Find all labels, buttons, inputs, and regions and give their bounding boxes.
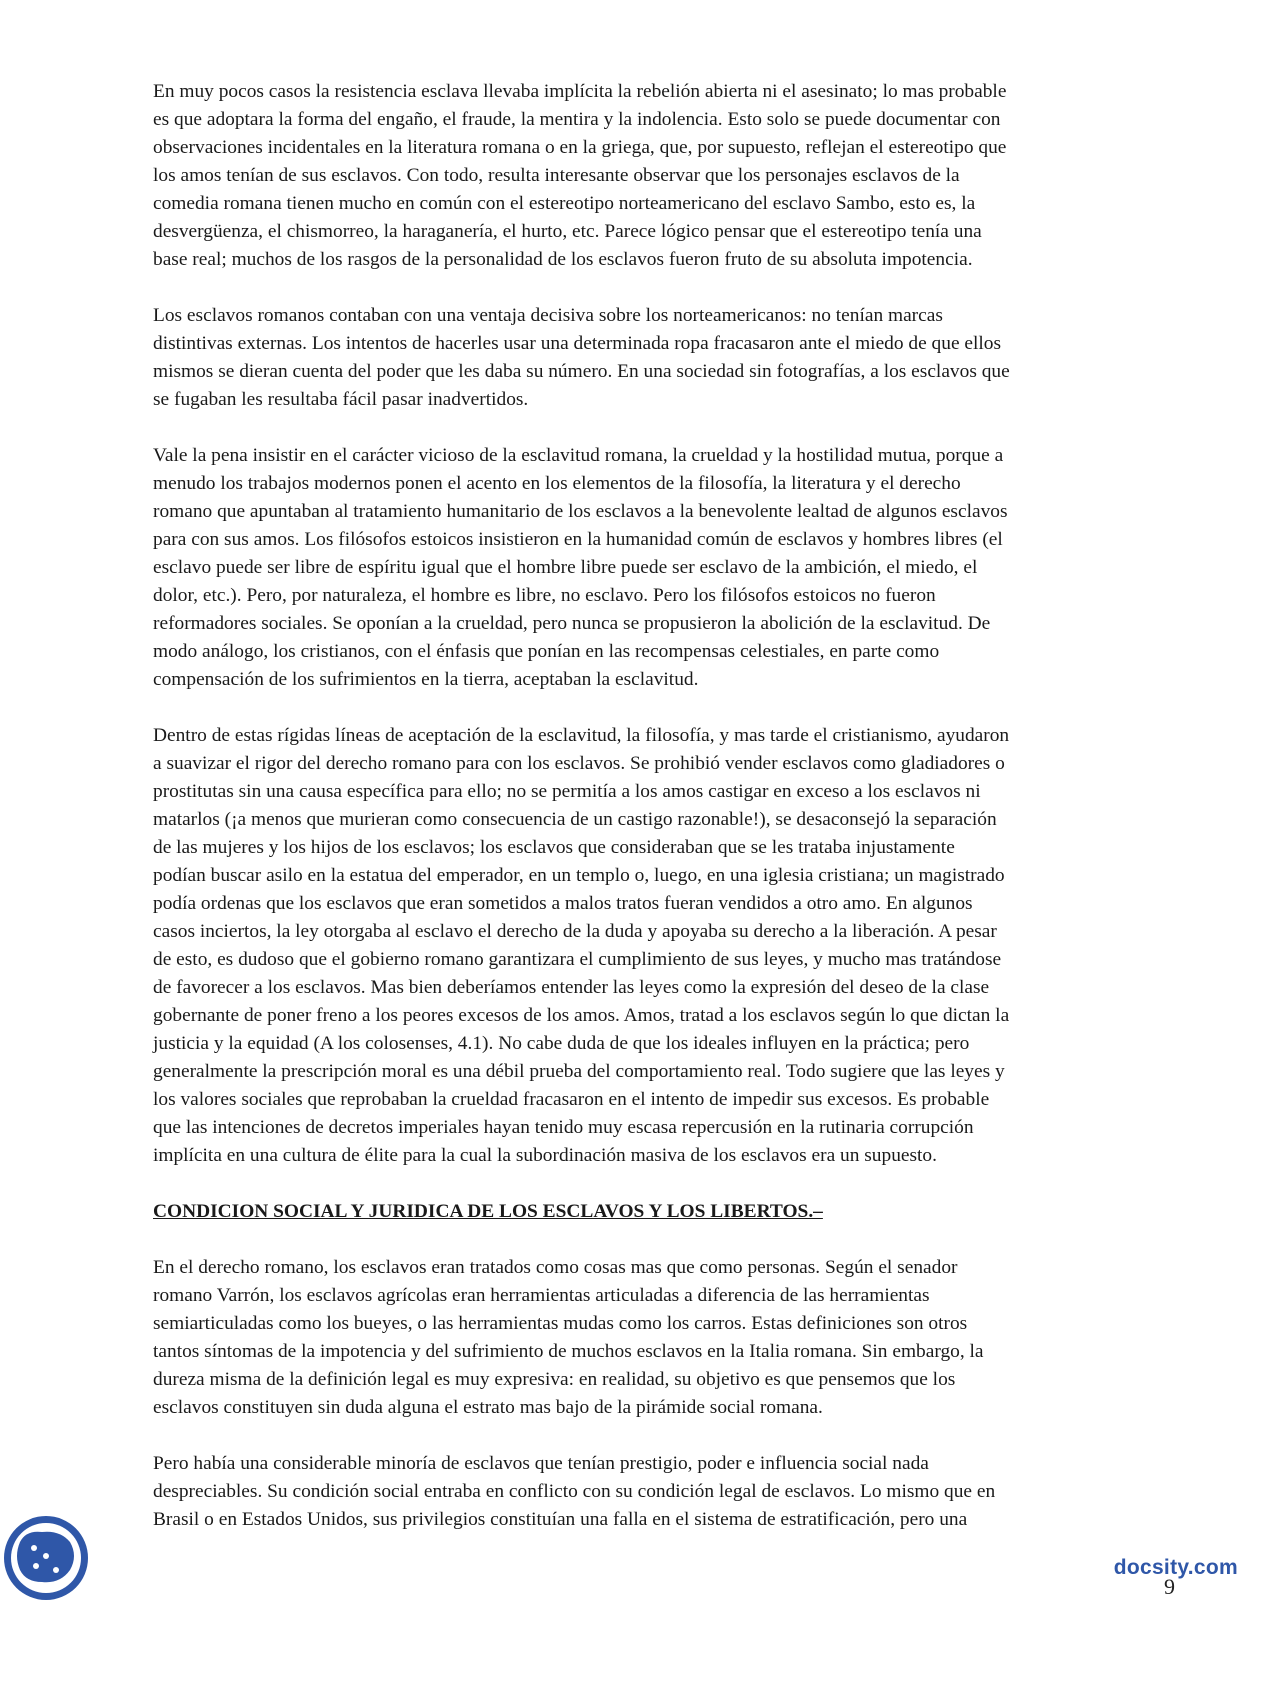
paragraph-1: En muy pocos casos la resistencia esclava llevaba implícita la rebelión abierta ni el asesinato; lo mas probable es que adoptara la forma del engaño, el fraude, la mentira y la indolencia. Esto solo se puede documentar con observaciones incidentales en la literatura romana o en la griega, que, por supuesto, reflejan el estereotipo que los amos tenían de sus esclavos. Con todo, resulta interesante observar que los personajes esclavos de la comedia romana tienen mucho en común con el estereotipo norteamericano del esclavo Sambo, esto es, la desvergüenza, el chismorreo, la haraganería, el hurto, etc. Parece lógico pensar que el estereotipo tenía una base real; muchos de los rasgos de la personalidad de los esclavos fueron fruto de su absoluta impotencia.	[153, 81, 1007, 270]
page-number: 9	[1164, 1574, 1175, 1599]
paragraph-2: Los esclavos romanos contaban con una ventaja decisiva sobre los norteamericanos: no tenían marcas distintivas externas. Los intentos de hacerles usar una determinada ropa fracasaron ante el miedo de que ellos mismos se dieran cuenta del poder que les daba su número. En una sociedad sin fotografías, a los esclavos que se fugaban les resultaba fácil pasar inadvertidos.	[153, 305, 1010, 410]
paragraph-4: Dentro de estas rígidas líneas de aceptación de la esclavitud, la filosofía, y mas tarde el cristianismo, ayudaron a suavizar el rigor del derecho romano para con los esclavos. Se prohibió vender esclavos como gladiadores o prostitutas sin una causa específica para ello; no se permitía a los amos castigar en exceso a los esclavos ni matarlos (¡a menos que murieran como consecuencia de un castigo razonable!), se desaconsejó la separación de las mujeres y los hijos de los esclavos; los esclavos que consideraban que se les trataba injustamente podían buscar asilo en la estatua del emperador, en un templo o, luego, en una iglesia cristiana; un magistrado podía ordenas que los esclavos que eran sometidos a malos tratos fueran vendidos a otro amo. En algunos casos inciertos, la ley otorgaba al esclavo el derecho de la duda y apoyaba su derecho a la liberación. A pesar de esto, es dudoso que el gobierno romano garantizara el cumplimiento de sus leyes, y mucho mas tratándose de favorecer a los esclavos. Mas bien deberíamos entender las leyes como la expresión del deseo de la clase gobernante de poner freno a los peores excesos de los amos. Amos, tratad a los esclavos según lo que dictan la justicia y la equidad (A los colosenses, 4.1). No cabe duda de que los ideales influyen en la práctica; pero generalmente la prescripción moral es una débil prueba del comportamiento real. Todo sugiere que las leyes y los valores sociales que reprobaban la crueldad fracasaron en el intento de impedir sus excesos. Es probable que las intenciones de decretos imperiales hayan tenido muy escasa repercusión en la rutinaria corrupción implícita en una cultura de élite para la cual la subordinación masiva de los esclavos era un supuesto.	[153, 725, 1010, 1166]
document-page	[153, 78, 1193, 1562]
docsity-brand[interactable]: docsity.com	[1113, 1556, 1238, 1579]
paragraph-3: Vale la pena insistir en el carácter vicioso de la esclavitud romana, la crueldad y la hostilidad mutua, porque a menudo los trabajos modernos ponen el acento en los elementos de la filosofía, la literatura y el derecho romano que apuntaban al tratamiento humanitario de los esclavos a la benevolente lealtad de algunos esclavos para con sus amos. Los filósofos estoicos insistieron en la humanidad común de esclavos y hombres libres (el esclavo puede ser libre de espíritu igual que el hombre libre puede ser esclavo de la ambición, el miedo, el dolor, etc.). Pero, por naturaleza, el hombre es libre, no esclavo. Pero los filósofos estoicos no fueron reformadores sociales. Se oponían a la crueldad, pero nunca se propusieron la abolición de la esclavitud. De modo análogo, los cristianos, con el énfasis que ponían en las recompensas celestiales, en parte como compensación de los sufrimientos en la tierra, aceptaban la esclavitud.	[153, 445, 1008, 690]
section-paragraph-2: Pero había una considerable minoría de esclavos que tenían prestigio, poder e influencia social nada despreciables. Su condición social entraba en conflicto con su condición legal de esclavos. Lo mismo que en Brasil o en Estados Unidos, sus privilegios constituían una falla en el sistema de estratificación, pero una	[153, 1453, 996, 1530]
section-heading: CONDICION SOCIAL Y JURIDICA DE LOS ESCLAVOS Y LOS LIBERTOS.–	[153, 1201, 823, 1222]
section-paragraph-1: En el derecho romano, los esclavos eran tratados como cosas mas que como personas. Según el senador romano Varrón, los esclavos agrícolas eran herramientas articuladas a diferencia de las herramientas semiarticuladas como los bueyes, o las herramientas mudas como los carros. Estas definiciones son otros tantos síntomas de la impotencia y del sufrimiento de muchos esclavos en la Italia romana. Sin embargo, la dureza misma de la definición legal es muy expresiva: en realidad, su objetivo es que pensemos que los esclavos constituyen sin duda alguna el estrato mas bajo de la pirámide social romana.	[153, 1257, 984, 1418]
docsity-logo-icon[interactable]	[0, 1512, 92, 1604]
